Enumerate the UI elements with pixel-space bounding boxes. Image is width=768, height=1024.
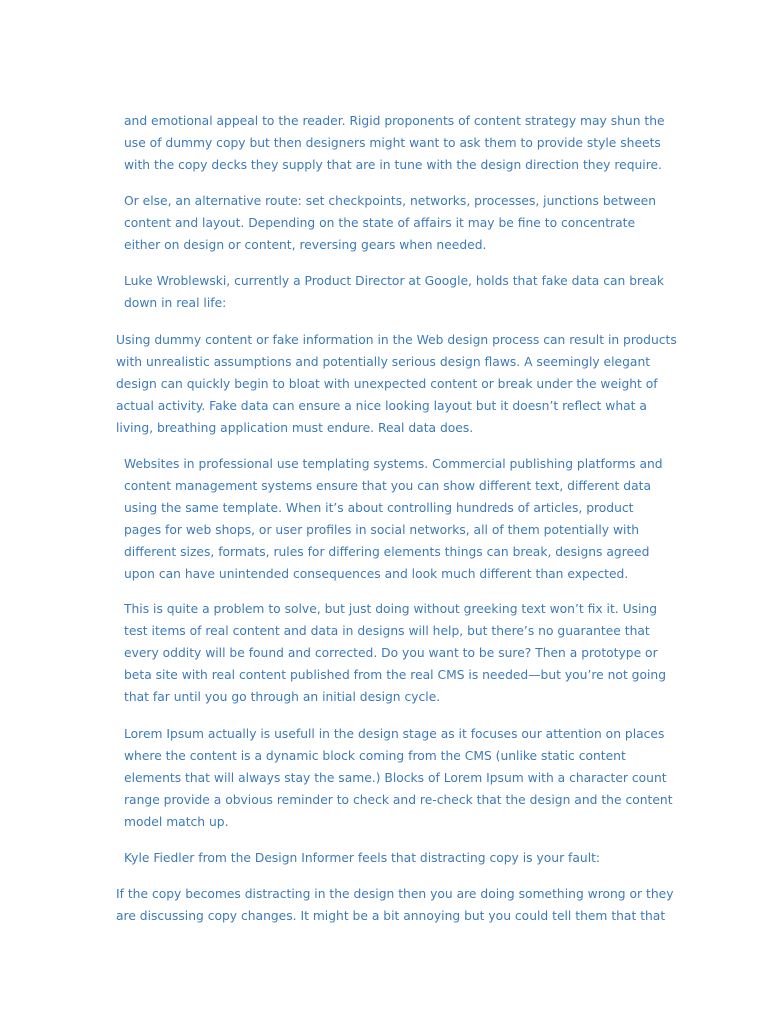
paragraph-kyle-fiedler: [124, 847, 600, 869]
text-line: pages for web shops, or user profiles in social networks, all of them potentially with: [124, 523, 640, 537]
text-line: Lorem Ipsum actually is usefull in the design stage as it focuses our attention on places: [124, 727, 665, 741]
text-line: If the copy becomes distracting in the design then you are doing something wrong or they: [116, 887, 674, 901]
text-line: actual activity. Fake data can ensure a nice looking layout but it doesn’t reflect what a: [116, 399, 647, 413]
text-line: different sizes, formats, rules for differing elements things can break, designs agreed: [124, 545, 650, 559]
text-line: design can quickly begin to bloat with unexpected content or break under the weight of: [116, 377, 658, 391]
text-line: test items of real content and data in designs will help, but there’s no guarantee that: [124, 624, 650, 638]
text-line: Websites in professional use templating systems. Commercial publishing platforms and: [124, 457, 663, 471]
paragraph-alternative-route: [124, 190, 656, 256]
text-line: use of dummy copy but then designers might want to ask them to provide style sheets: [124, 136, 661, 150]
blockquote-distracting-copy: [116, 883, 673, 927]
blockquote-fake-data: [116, 329, 677, 439]
text-line: that far until you go through an initial design cycle.: [124, 690, 441, 704]
text-line: content management systems ensure that you can show different text, different data: [124, 479, 651, 493]
text-line: where the content is a dynamic block coming from the CMS (unlike static content: [124, 749, 626, 763]
text-line: upon can have unintended consequences and look much different than expected.: [124, 567, 629, 581]
paragraph-greeking-text: [124, 598, 666, 708]
text-line: This is quite a problem to solve, but just doing without greeking text won’t fix it. Using: [124, 602, 658, 616]
text-line: elements that will always stay the same.) Blocks of Lorem Ipsum with a character count: [124, 771, 667, 785]
text-line: living, breathing application must endure. Real data does.: [116, 421, 474, 435]
text-line: with the copy decks they supply that are in tune with the design direction they require.: [124, 158, 662, 172]
text-line: down in real life:: [124, 296, 227, 310]
text-line: with unrealistic assumptions and potentially serious design flaws. A seemingly elegant: [116, 355, 651, 369]
paragraph-emotional-appeal: [124, 110, 665, 176]
paragraph-lorem-ipsum-usefull: [124, 723, 673, 833]
text-line: Or else, an alternative route: set checkpoints, networks, processes, junctions between: [124, 194, 656, 208]
text-line: and emotional appeal to the reader. Rigid proponents of content strategy may shun the: [124, 114, 665, 128]
text-line: Using dummy content or fake information in the Web design process can result in products: [116, 333, 677, 347]
text-line: either on design or content, reversing gears when needed.: [124, 238, 487, 252]
text-line: are discussing copy changes. It might be a bit annoying but you could tell them that that: [116, 909, 666, 923]
text-line: every oddity will be found and corrected. Do you want to be sure? Then a prototype or: [124, 646, 658, 660]
text-line: beta site with real content published from the real CMS is needed—but you’re not going: [124, 668, 667, 682]
text-line: Kyle Fiedler from the Design Informer feels that distracting copy is your fault:: [124, 851, 601, 865]
text-line: using the same template. When it’s about controlling hundreds of articles, product: [124, 501, 634, 515]
paragraph-templating-systems: [124, 453, 663, 585]
text-line: Luke Wroblewski, currently a Product Director at Google, holds that fake data can break: [124, 274, 665, 288]
text-line: range provide a obvious reminder to check and re-check that the design and the content: [124, 793, 673, 807]
text-line: model match up.: [124, 815, 229, 829]
paragraph-luke-wroblewski: [124, 270, 664, 314]
text-line: content and layout. Depending on the state of affairs it may be fine to concentrate: [124, 216, 636, 230]
